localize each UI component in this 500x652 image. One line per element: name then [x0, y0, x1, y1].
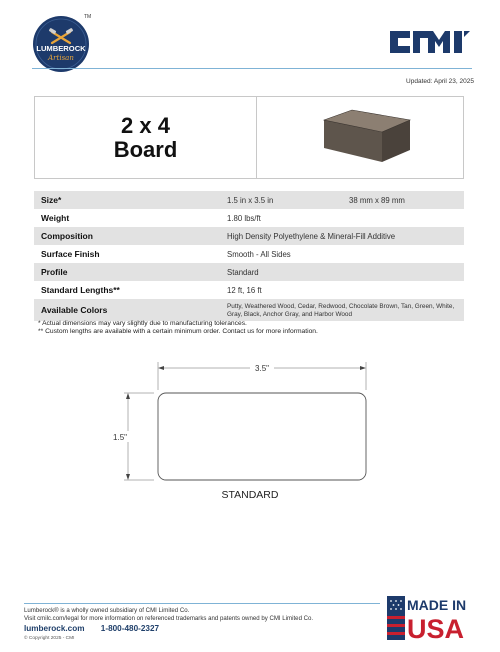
header-rule [32, 68, 472, 69]
lumberrock-artisan-logo [32, 15, 90, 73]
spec-label: Standard Lengths** [41, 285, 120, 295]
footer-contact [24, 624, 313, 633]
spec-row-profile [34, 263, 464, 281]
footer [24, 607, 313, 641]
spec-row-composition [34, 227, 464, 245]
spec-value: High Density Polyethylene & Mineral-Fill Additive [227, 231, 396, 241]
badge-usa: USA [407, 614, 465, 642]
spec-label: Surface Finish [41, 249, 100, 259]
footer-ownership: Lumberock® is a wholly owned subsidiary of CMI Limited Co. [24, 607, 190, 614]
logo-script: Artisan [48, 54, 74, 62]
spec-value: 12 ft, 16 ft [227, 285, 262, 295]
copyright: © Copyright 2025 - CMI [24, 636, 75, 641]
footnote: ** Custom lengths are available with a certain minimum order. Contact us for more information. [38, 328, 318, 335]
spec-label: Available Colors [41, 305, 108, 315]
phone-number[interactable]: 1-800-480-2327 [100, 624, 160, 633]
height-dimension-label: 1.5" [113, 433, 127, 442]
footer-legal: Visit cmilc.com/legal for more information on referenced trademarks and patents owned by CMI Limited Co. [24, 615, 314, 622]
spec-value: Smooth - All Sides [227, 249, 291, 259]
spec-row-standard-lengths [34, 281, 464, 299]
spec-value: 1.5 in x 3.5 in [227, 195, 274, 205]
trademark-mark: TM [84, 14, 92, 20]
cmi-logo [388, 25, 472, 59]
width-dimension-label: 3.5" [255, 364, 269, 373]
updated-date: Updated: April 23, 2025 [406, 78, 474, 85]
product-box-divider [256, 97, 257, 178]
profile-drawing [110, 360, 380, 510]
product-summary-box [34, 96, 464, 179]
spec-value: 1.80 lbs/ft [227, 213, 261, 223]
spec-table [34, 191, 464, 321]
spec-value: Standard [227, 267, 259, 277]
footer-rule [24, 603, 380, 604]
badge-made-in: MADE IN [407, 597, 467, 613]
spec-row-surface-finish [34, 245, 464, 263]
footnotes [38, 320, 318, 336]
product-title-line2: Board [113, 137, 178, 162]
website-link[interactable]: lumberock.com [24, 624, 85, 633]
profile-caption: STANDARD [221, 489, 279, 501]
spec-row-available-colors [34, 299, 464, 321]
spec-value-metric: 38 mm x 89 mm [349, 195, 405, 205]
made-in-usa-badge [387, 594, 477, 642]
spec-row-weight [34, 209, 464, 227]
spec-label: Profile [41, 267, 68, 277]
product-title [35, 114, 256, 162]
cmi-logo-text: CMI [388, 25, 390, 26]
product-title-line1: 2 x 4 [121, 113, 170, 138]
spec-row-size [34, 191, 464, 209]
spec-value: Putty, Weathered Wood, Cedar, Redwood, Chocolate Brown, Tan, Green, White, Gray, Black, Anchor Gray, and Harbor Wood [227, 303, 455, 318]
logo-wordmark: LUMBEROCK [36, 44, 86, 53]
spec-label: Weight [41, 213, 70, 223]
spec-label: Composition [41, 231, 93, 241]
board-render-image [314, 106, 414, 166]
footnote: * Actual dimensions may vary slightly due to manufacturing tolerances. [38, 320, 247, 327]
profile-outline [158, 393, 366, 480]
spec-label: Size* [41, 195, 62, 205]
